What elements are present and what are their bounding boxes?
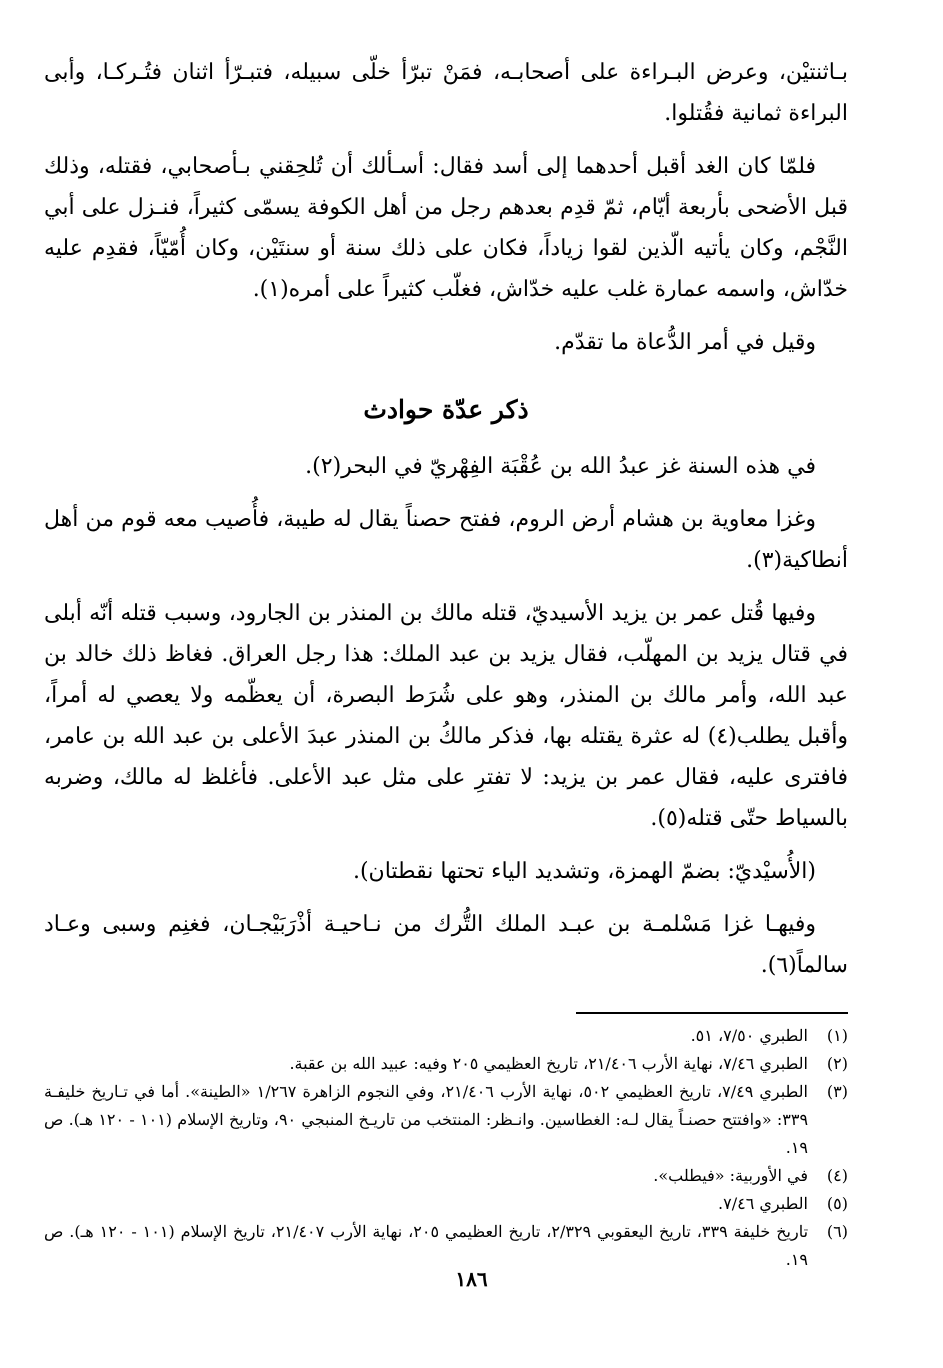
footnote-number: (٤) [826, 1166, 848, 1185]
footnote-number: (١) [826, 1026, 848, 1045]
page-number: ١٨٦ [455, 1267, 488, 1291]
main-text [44, 52, 848, 986]
footnote-text: الطبري ٧/٤٦. [718, 1194, 808, 1213]
footnote-item [44, 1190, 848, 1218]
footnote-divider [576, 1012, 848, 1014]
footnote-item [44, 1078, 848, 1162]
paragraph-8: وفيهـا غزا مَسْلمـة بن عبـد الملك التُّرك من نـاحيـة أذْرَبَيْجـان، فغنِم وسبى وعـاد سالماً(٦). [44, 912, 848, 978]
paragraph-5: وغزا معاوية بن هشام أرض الروم، ففتح حصناً يقال له طيبة، فأُصيب معه قوم من أهل أنطاكية(٣). [44, 507, 848, 573]
paragraph-6: وفيها قُتل عمر بن يزيد الأسيديّ، قتله مالك بن المنذر بن الجارود، وسبب قتله أنّه أبلى في قتال يزيد بن المهلّب، فقال يزيد بن عبد الملك: هذا رجل العراق. فغاظ ذلك خالد بن عبد الله، وأمر مالك بن المنذر، وهو على شُرَط البصرة، أن يعظّمه ولا يعصي له أمراً، وأقبل يطلب(٤) له عثرة يقتله بها، فذكر مالكُ بن المنذر عبدَ الأعلى بن عبد الله بن عامر، فافترى عليه، فقال عمر بن يزيد: لا تفترِ على مثل عبد الأعلى. فأغلظ له مالك، وضربه بالسياط حتّى قتله(٥). [44, 601, 849, 831]
paragraph-7: (الأُسيْديّ: بضمّ الهمزة، وتشديد الياء تحتها نقطتان). [352, 859, 816, 884]
footnote-number: (٥) [826, 1194, 848, 1213]
paragraph-1: بـاثنتيْن، وعرض البـراءة على أصحابـه، فمَنْ تبرّأ خلّى سبيله، فتبـرّأ اثنان فتُـركـا، وأبى البراءة ثمانية فقُتلوا. [44, 60, 848, 126]
footnote-item [44, 1050, 848, 1078]
footnote-text: الطبري ٧/٥٠، ٥١. [690, 1026, 808, 1045]
footnotes [44, 1022, 848, 1274]
footnote-item [44, 1022, 848, 1050]
footnote-number: (٦) [826, 1222, 848, 1241]
footnote-text: في الأوربية: «فيطلب». [653, 1166, 808, 1185]
paragraph-4: في هذه السنة غز عبدُ الله بن عُقْبَة الفِهْريّ في البحر(٢). [305, 454, 816, 479]
footnote-item [44, 1162, 848, 1190]
footnote-number: (٣) [826, 1082, 848, 1101]
footnote-item [44, 1218, 848, 1274]
paragraph-3: وقيل في أمر الدُّعاة ما تقدّم. [554, 330, 816, 355]
footnote-text: تاريخ خليفة ٣٣٩، تاريخ اليعقوبي ٢/٣٢٩، تاريخ العظيمي ٢٠٥، نهاية الأرب ٢١/٤٠٧، تاريخ الإسلام (١٠١ - ١٢٠ هـ). ص ١٩. [44, 1222, 809, 1269]
footnote-number: (٢) [826, 1054, 848, 1073]
paragraph-2: فلمّا كان الغد أقبل أحدهما إلى أسد فقال: أسـألك أن تُلحِقني بـأصحابي، فقتله، وذلك قبل الأضحى بأربعة أيّام، ثمّ قدِم بعدهم رجل من أهل الكوفة يسمّى كثيراً، فنـزل على أبي النَّجْم، وكان يأتيه الّذين لقوا زياداً، فكان على ذلك سنة أو سنتَيْن، وكان أُمّيّاً، فقدِم عليه خدّاش، واسمه عمارة غلب عليه خدّاش، فغلّب كثيراً على أمره(١). [44, 154, 848, 302]
section-heading: ذكر عدّة حوادث [363, 395, 529, 424]
footnote-text: الطبري ٧/٤٦، نهاية الأرب ٢١/٤٠٦، تاريخ العظيمي ٢٠٥ وفيه: عبيد الله بن عقبة. [289, 1054, 808, 1073]
footnote-text: الطبري ٧/٤٩، تاريخ العظيمي ٥٠٢، نهاية الأرب ٢١/٤٠٦، وفي النجوم الزاهرة ١/٢٦٧ «الطينة». أما في تـاريخ خليفـة ٣٣٩: «وافتتح حصنـاً يقال لـه: الغطاسين. وانـظر: المنتخب من تاريـخ المنبجي ٩٠، وتاريخ الإسلام (١٠١ - ١٢٠ هـ). ص ١٩. [44, 1082, 809, 1157]
